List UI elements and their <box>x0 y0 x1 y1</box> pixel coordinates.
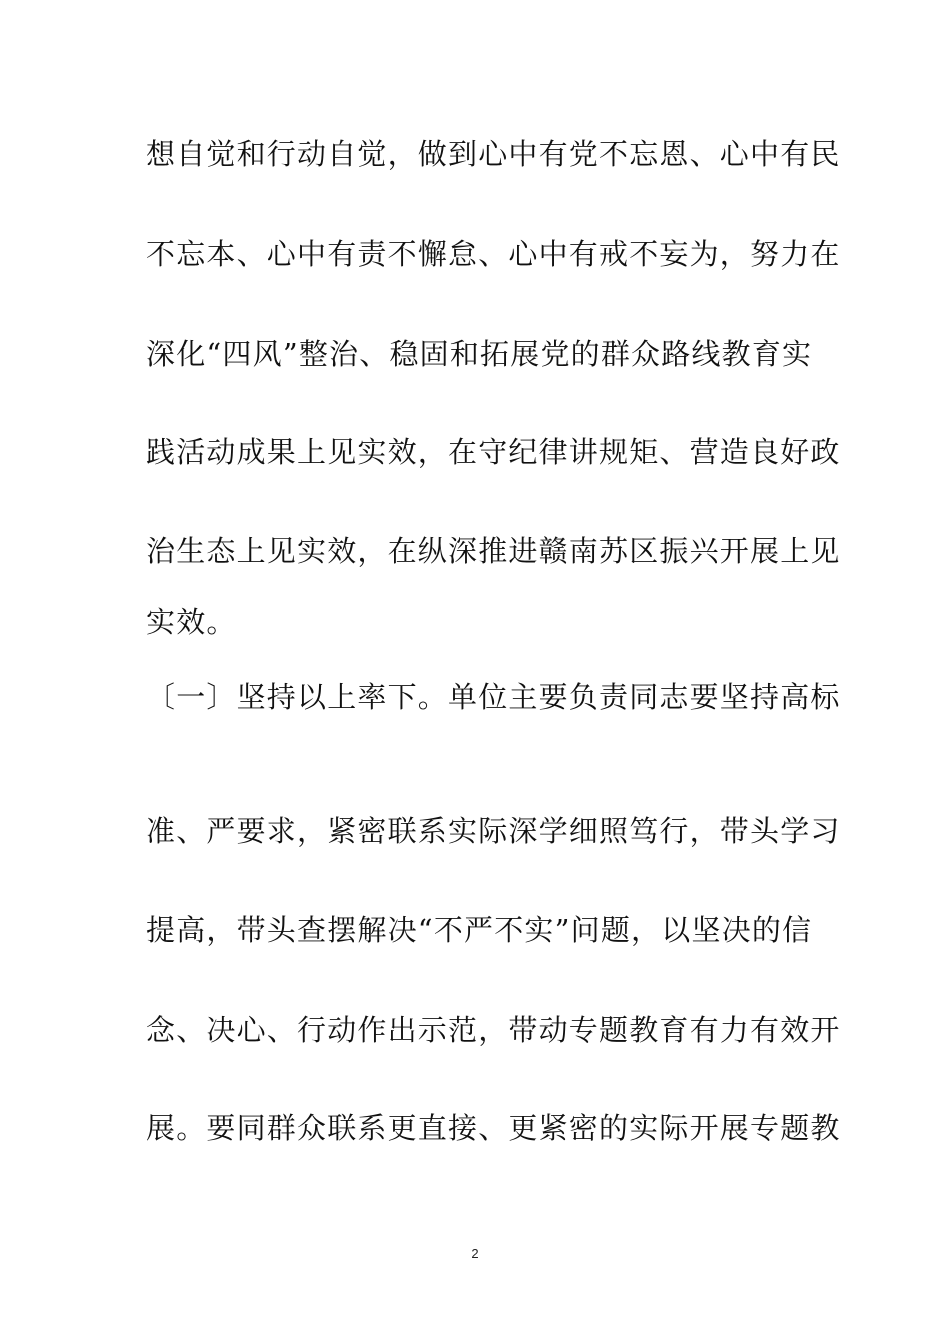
text-line: 治生态上见实效，在纵深推进赣南苏区振兴开展上见 <box>146 534 841 568</box>
text-line-heading: 〔一〕坚持以上率下。单位主要负责同志要坚持高标 <box>146 680 841 714</box>
page-number: 2 <box>471 1246 479 1261</box>
text-line: 准、严要求，紧密联系实际深学细照笃行，带头学习 <box>146 814 841 848</box>
text-line: 提高，带头查摆解决“不严不实”问题，以坚决的信 <box>146 913 813 947</box>
text-line: 不忘本、心中有责不懈怠、心中有戒不妄为，努力在 <box>146 237 841 271</box>
text-line: 践活动成果上见实效，在守纪律讲规矩、营造良好政 <box>146 435 841 469</box>
text-line-paragraph-end: 实效。 <box>146 605 237 639</box>
text-line: 展。要同群众联系更直接、更紧密的实际开展专题教 <box>146 1111 841 1145</box>
text-line: 念、决心、行动作出示范，带动专题教育有力有效开 <box>146 1013 841 1047</box>
text-line: 想自觉和行动自觉，做到心中有党不忘恩、心中有民 <box>146 137 841 171</box>
text-line: 深化“四风”整治、稳固和拓展党的群众路线教育实 <box>146 337 813 371</box>
